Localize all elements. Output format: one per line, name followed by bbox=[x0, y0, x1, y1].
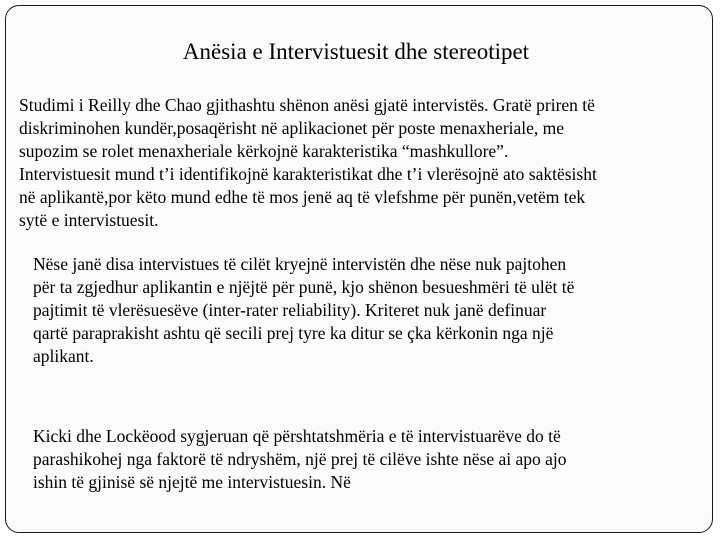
text-line: ishin të gjinisë së njejtë me intervistuesin. Në bbox=[33, 472, 351, 492]
paragraph-inter-rater bbox=[33, 253, 574, 368]
text-line: diskriminohen kundër,posaqërisht në aplikacionet për poste menaxheriale, me bbox=[19, 118, 565, 138]
text-line: pajtimit të vlerësuesëve (inter-rater reliability). Kriteret nuk janë definuar bbox=[33, 300, 547, 320]
text-line: qartë paraprakisht ashtu që secili prej tyre ka ditur se çka kërkonin nga një bbox=[33, 323, 554, 343]
text-line: në aplikantë,por këto mund edhe të mos jenë aq të vlefshme për punën,vetëm tek bbox=[19, 187, 586, 207]
slide-title: Anësia e Intervistuesit dhe stereotipet bbox=[182, 39, 530, 64]
text-line: Studimi i Reilly dhe Chao gjithashtu shënon anësi gjatë intervistës. Gratë priren të bbox=[19, 95, 595, 115]
paragraph-kicki-lockwood bbox=[33, 425, 567, 494]
text-line: Kicki dhe Lockëood sygjeruan që përshtatshmëria e të intervistuarëve do të bbox=[33, 426, 561, 446]
text-line: supozim se rolet menaxheriale kërkojnë karakteristika “mashkullore”. bbox=[19, 141, 509, 161]
text-line: aplikant. bbox=[33, 346, 94, 366]
text-line: Intervistuesit mund t’i identifikojnë karakteristikat dhe t’i vlerësojnë ato saktësisht bbox=[19, 164, 597, 184]
text-line: parashikohej nga faktorë të ndryshëm, një prej të cilëve ishte nëse ai apo ajo bbox=[33, 449, 567, 469]
text-line: për ta zgjedhur aplikantin e njëjtë për punë, kjo shënon besueshmëri të ulët të bbox=[33, 277, 575, 297]
paragraph-reilly-chao bbox=[19, 94, 597, 232]
text-line: sytë e intervistuesit. bbox=[19, 210, 159, 230]
text-line: Nëse janë disa intervistues të cilët kryejnë intervistën dhe nëse nuk pajtohen bbox=[33, 254, 567, 274]
